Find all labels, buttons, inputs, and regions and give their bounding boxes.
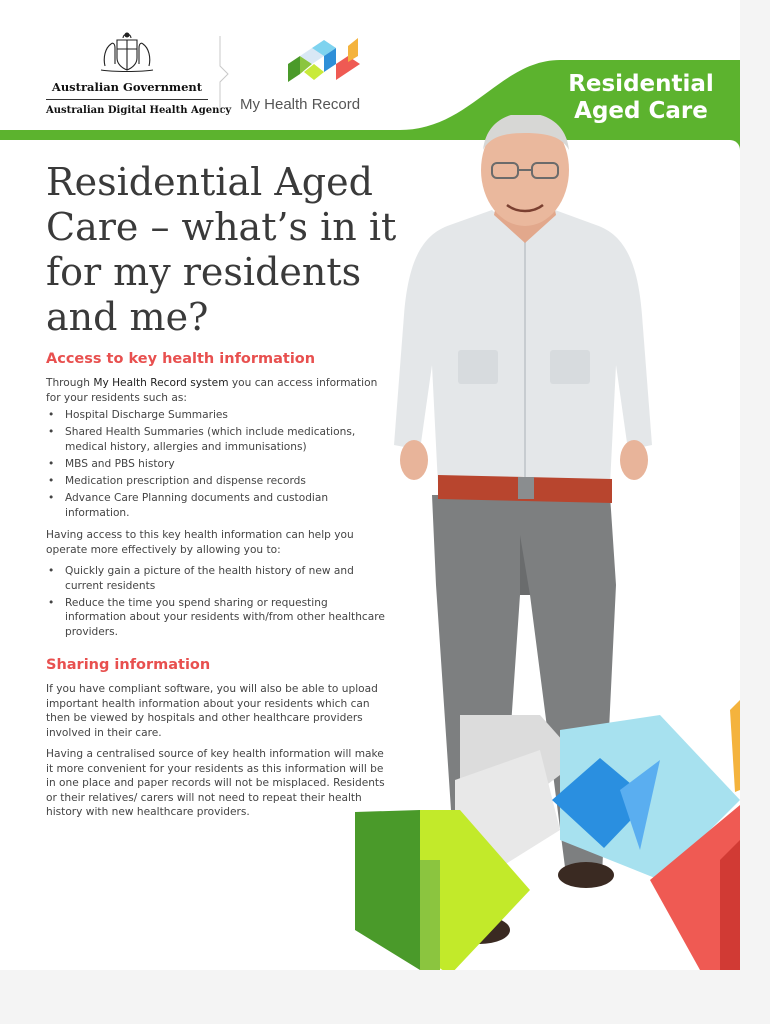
- access-intro: [46, 376, 386, 405]
- banner-title-line1: Residential: [568, 71, 714, 97]
- sharing-heading: Sharing information: [46, 657, 211, 673]
- my-health-record-wordmark: My Health Record: [240, 96, 361, 113]
- benefit-intro: Having access to this key health information can help you operate more effectively by allowing you to:: [46, 529, 354, 556]
- list-item: • Shared Health Summaries (which include medications, medical history, allergies and immunisations): [46, 425, 386, 454]
- main-title: Residential Aged Care – what’s in it for my residents and me?: [46, 160, 397, 339]
- access-intro-prefix: Through: [46, 377, 94, 389]
- my-health-record-logo-icon: [284, 34, 368, 90]
- list-item: • Medication prescription and dispense records: [46, 474, 386, 489]
- list-item: • Reduce the time you spend sharing or requesting information about your residents with/from other healthcare providers.: [46, 596, 386, 640]
- list-item: • Advance Care Planning documents and custodian information.: [46, 491, 386, 520]
- access-list: [46, 408, 386, 523]
- list-item: • Hospital Discharge Summaries: [46, 408, 386, 423]
- access-intro-bold: My Health Record system: [93, 377, 229, 389]
- agency-name: Australian Digital Health Agency: [46, 105, 232, 116]
- coat-of-arms-icon: [95, 30, 159, 74]
- benefit-list: [46, 564, 386, 642]
- access-heading: Access to key health information: [46, 351, 316, 367]
- access-intro-suffix: you can access information for your residents such as:: [46, 377, 378, 404]
- list-item: • MBS and PBS history: [46, 457, 386, 472]
- sharing-paragraph-2: Having a centralised source of key health information will make it more convenient for your residents as this information will be in one place and paper records will not be misplaced. Residents or their relatives/ carers will not need to repeat their health history with new healthcare providers.: [46, 748, 385, 819]
- sharing-paragraph-1: If you have compliant software, you will also be able to upload important health information about your residents which can then be viewed by hospitals and other healthcare providers involved in their care.: [46, 683, 378, 739]
- chevron-divider-icon: [218, 36, 232, 112]
- government-branding: [46, 30, 232, 116]
- resident-photo: [380, 115, 670, 970]
- list-item: • Quickly gain a picture of the health history of new and current residents: [46, 564, 386, 593]
- government-name: Australian Government: [46, 80, 208, 100]
- banner-title-line2: Aged Care: [574, 98, 708, 124]
